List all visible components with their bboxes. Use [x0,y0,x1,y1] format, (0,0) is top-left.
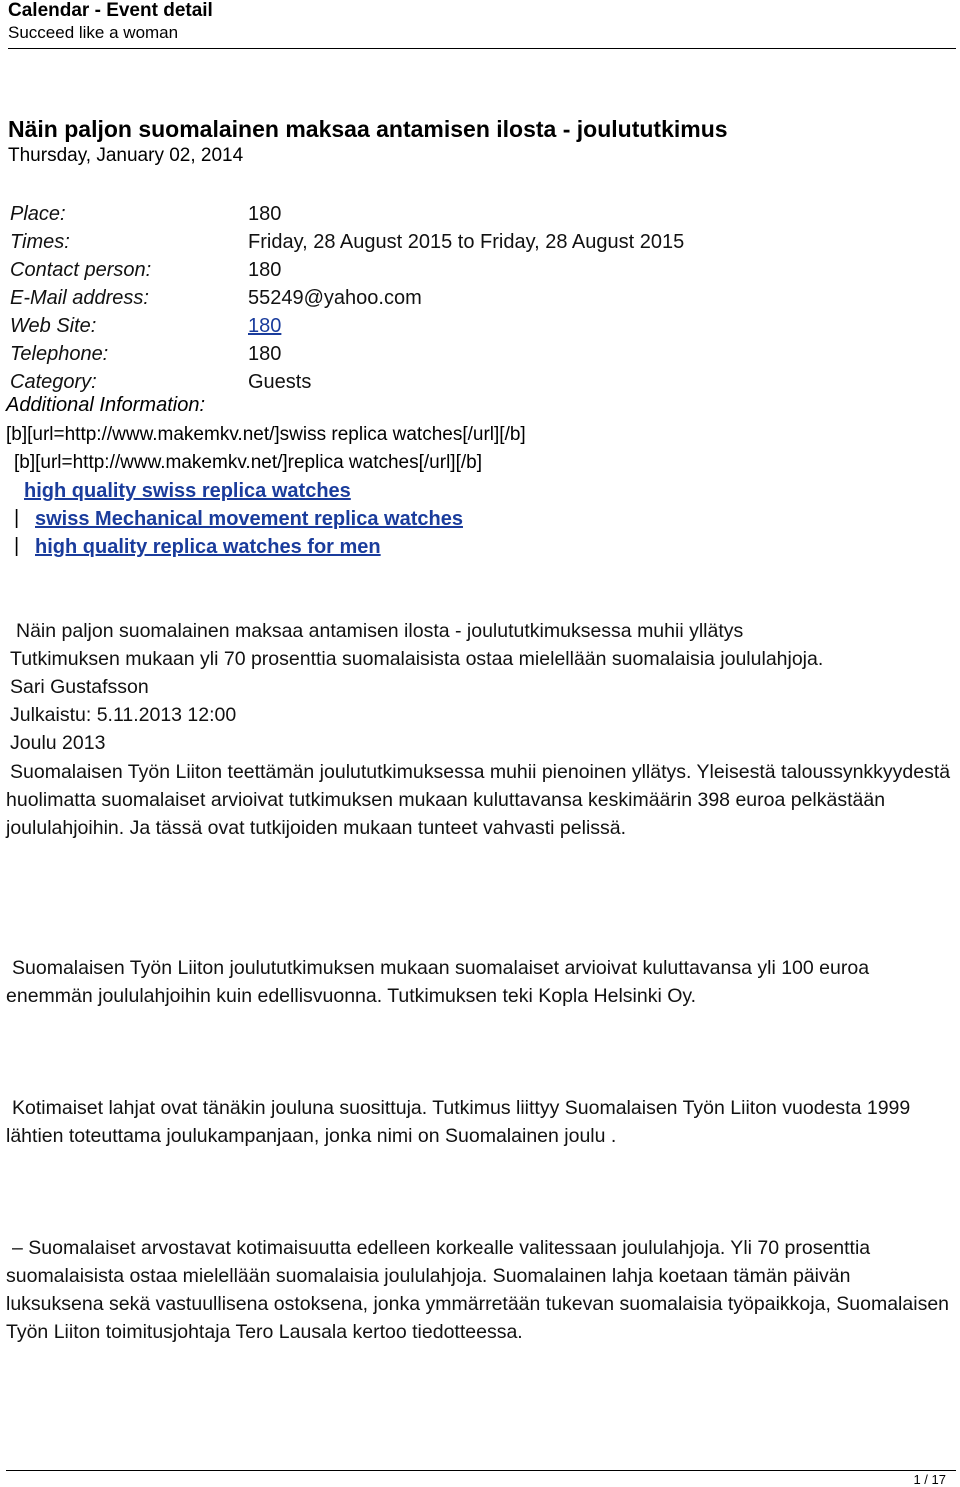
detail-label: Times: [10,231,70,253]
detail-label: E-Mail address: [10,287,149,309]
web-site-link[interactable]: 180 [248,315,282,337]
detail-value-wrapper [248,312,281,340]
event-title: Näin paljon suomalainen maksaa antamisen ilosta - joulututkimus [8,116,728,142]
article-author: Sari Gustafsson [10,676,149,698]
bbcode-line-1: [b][url=http://www.makemkv.net/]swiss replica watches[/url][/b] [6,424,526,445]
link-high-quality-replica-watches-for-men[interactable]: high quality replica watches for men [35,536,381,558]
event-date: Thursday, January 02, 2014 [8,145,244,166]
detail-value: Guests [248,371,312,393]
article-section: Joulu 2013 [10,732,106,754]
header-title: Calendar - Event detail [8,0,213,21]
article-paragraph-3: Kotimaiset lahjat ovat tänäkin jouluna suosittuja. Tutkimus liittyy Suomalaisen Työn Liiton vuodesta 1999 lähtien toteuttama joulukampanjaan, jonka nimi on Suomalainen joulu . [6,1097,911,1147]
link-separator: | [14,507,20,529]
link-separator: | [14,535,20,557]
detail-label: Contact person: [10,259,152,281]
additional-information-label: Additional Information: [6,394,206,416]
detail-value: 180 [248,259,282,281]
detail-value: 180 [248,343,282,365]
detail-value: 55249@yahoo.com [248,287,422,309]
link-swiss-mechanical-movement[interactable]: swiss Mechanical movement replica watches [35,508,463,530]
link-high-quality-swiss-replica-watches[interactable]: high quality swiss replica watches [24,480,351,502]
detail-label: Web Site: [10,315,97,337]
article-paragraph-4: – Suomalaiset arvostavat kotimaisuutta edelleen korkealle valitessaan joululahjoja. Yli 70 prosenttia suomalaisista ostaa mielellään suomalaisia joululahjoja. Suomalainen lahja koetaan tämän päivän luksuksena sekä vastuullisena ostoksena, jonka ymmärretään tukevan suomalaisia työpaikkoja, Suomalaisen Työn Liiton toimitusjohtaja Tero Lausala kertoo tiedotteessa. [6,1237,950,1343]
detail-value: Friday, 28 August 2015 to Friday, 28 August 2015 [248,231,685,253]
detail-label: Category: [10,371,97,393]
detail-value: 180 [248,203,282,225]
article-published: Julkaistu: 5.11.2013 12:00 [10,704,237,726]
article-paragraph-2: Suomalaisen Työn Liiton joulututkimuksen mukaan suomalaiset arvioivat kuluttavansa yli 100 euroa enemmän joululahjoihin kuin edellisvuonna. Tutkimuksen teki Kopla Helsinki Oy. [6,957,870,1007]
footer-divider [6,1470,956,1471]
article-lead: Näin paljon suomalainen maksaa antamisen ilosta - joulututkimuksessa muhii yllätys [16,620,744,642]
detail-label: Place: [10,203,66,225]
detail-label: Telephone: [10,343,109,365]
header-divider [8,48,956,49]
header-subtitle: Succeed like a woman [8,23,179,42]
bbcode-line-2: [b][url=http://www.makemkv.net/]replica watches[/url][/b] [14,452,482,473]
article-paragraph-1: Suomalaisen Työn Liiton teettämän joulututkimuksessa muhii pienoinen yllätys. Yleisestä taloussynkkyydestä huolimatta suomalaiset arvioivat tutkimuksen mukaan kuluttavansa keskimäärin 398 euroa pelkästään joululahjoihin. Ja tässä ovat tutkijoiden mukaan tunteet vahvasti pelissä. [6,761,951,839]
page-header [8,0,956,43]
page-number: 1 / 17 [913,1472,946,1487]
article-intro: Tutkimuksen mukaan yli 70 prosenttia suomalaisista ostaa mielellään suomalaisia joululahjoja. [10,648,824,670]
